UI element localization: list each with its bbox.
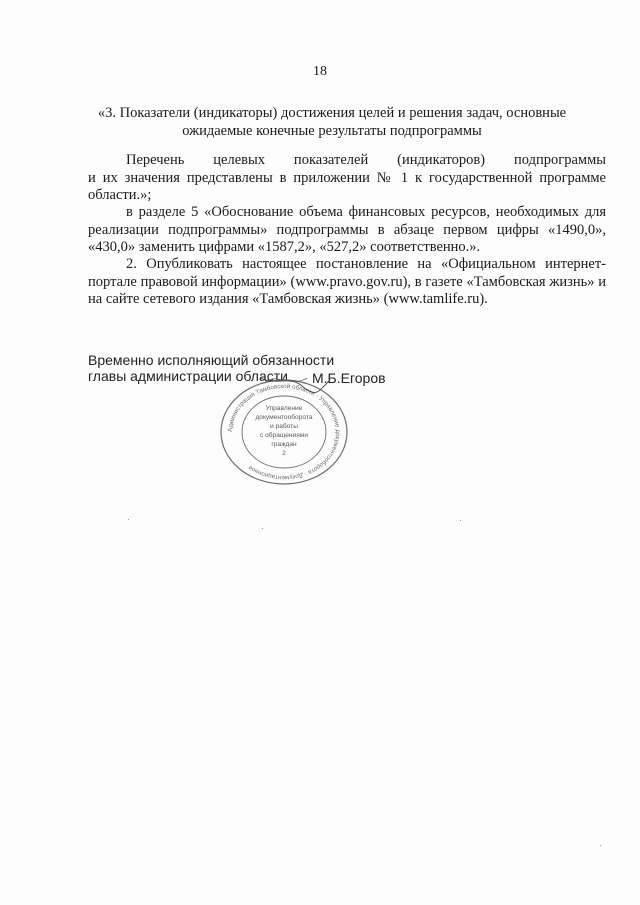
heading-line-1: «3. Показатели (индикаторы) достижения целей и решения задач, основные	[97, 105, 567, 121]
paragraph-publication: 2. Опубликовать настоящее постановление на «Официальном интернет-портале правовой информации» (www.pravo.gov.ru), в газете «Тамбовская жизнь» и на сайте сетевого издания «Тамбовская жизнь» (www.tamlife.ru).	[88, 256, 606, 307]
stamp-inner-line-2: документооборота	[255, 414, 313, 421]
official-stamp	[218, 378, 350, 486]
section-heading	[88, 104, 576, 140]
signatory-name: М.Б.Егоров	[312, 370, 386, 386]
signature-position-line-1: Временно исполняющий обязанности	[88, 352, 335, 368]
scan-speck	[600, 845, 601, 846]
page-number: 18	[313, 64, 327, 79]
scan-speck	[128, 519, 129, 520]
stamp-inner-line-5: граждан	[271, 441, 297, 448]
paragraph-section5: в разделе 5 «Обоснование объема финансовых ресурсов, необходимых для реализации подпрограммы» подпрограммы в абзаце первом цифры «1490,0», «430,0» заменить цифрами «1587,2», «527,2» соответственно.».	[88, 204, 606, 255]
paragraph-indicators-rest: и их значения представлены в приложении № 1 к государственной программе области.»;	[88, 169, 606, 203]
heading-line-2: ожидаемые конечные результаты подпрограммы	[182, 123, 482, 139]
stamp-inner-line-3: и работы	[270, 423, 298, 430]
signature-position-line-2: главы администрации области	[88, 368, 288, 384]
stamp-inner-line-4: с обращениями	[259, 432, 309, 439]
scan-speck	[460, 520, 461, 521]
scan-speck	[262, 528, 263, 529]
paragraph-indicators	[88, 152, 606, 205]
paragraph-indicators-first-line: Перечень целевых показателей (индикаторов) подпрограммы	[126, 152, 606, 168]
stamp-inner-line-1: Управление	[265, 405, 303, 412]
stamp-ring-textpath: Администрация Тамбовской области · Управление документооборота · Документационное	[226, 382, 342, 482]
stamp-inner-line-6: 2	[282, 450, 286, 457]
